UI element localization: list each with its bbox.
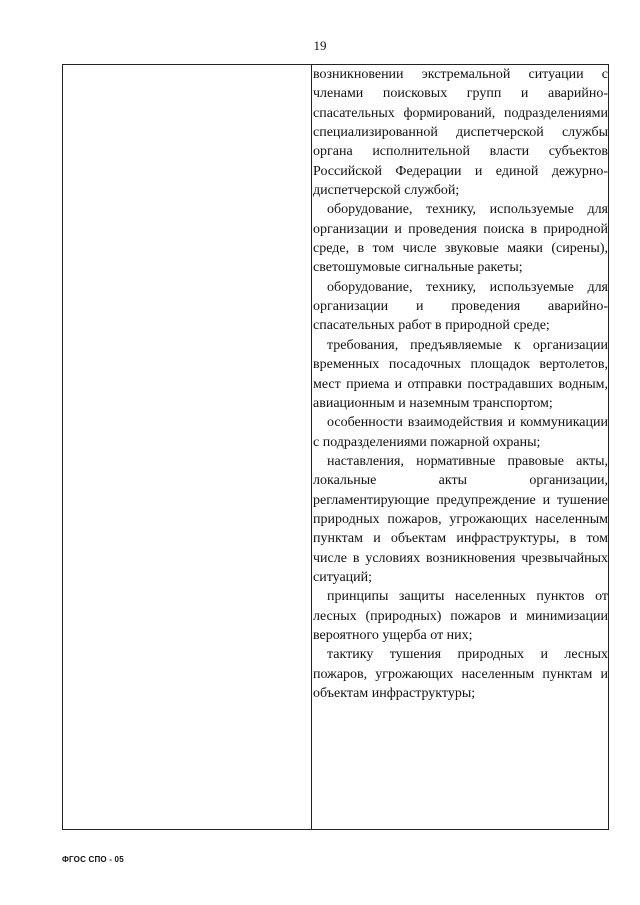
page-number: 19 — [313, 38, 327, 53]
content-table — [62, 64, 609, 830]
paragraph-4: требования, предъявляемые к организации временных посадочных площадок вертолетов, мест приема и отправки пострадавших водным, авиационным и наземным транспортом; — [313, 337, 608, 411]
paragraph-3: оборудование, технику, используемые для организации и проведения аварийно-спасательных работ в природной среде; — [313, 279, 608, 334]
paragraph-8: тактику тушения природных и лесных пожаров, угрожающих населенным пунктам и объектам инфраструктуры; — [313, 647, 608, 701]
footer-code: ФГОС СПО - 05 — [62, 855, 124, 864]
right-cell — [313, 65, 608, 703]
paragraph-6: наставления, нормативные правовые акты, локальные акты организации, регламентирующие предупреждение и тушение природных пожаров, угрожающих населенным пунктам и объектам инфраструктуры, в том числе в условиях возникновения чрезвычайных ситуаций; — [313, 453, 608, 585]
paragraph-7: принципы защиты населенных пунктов от лесных (природных) пожаров и минимизации вероятного ущерба от них; — [313, 589, 608, 643]
paragraph-2: оборудование, технику, используемые для организации и проведения поиска в природной среде, в том числе звуковые маяки (сирены), светошумовые сигнальные ракеты; — [313, 202, 608, 276]
paragraph-1: возникновении экстремальной ситуации с членами поисковых групп и аварийно-спасательных формирований, подразделениями специализированной диспетчерской службы органа исполнительной власти субъектов Российской Федерации и единой дежурно-диспетчерской службой; — [313, 67, 608, 199]
column-divider — [311, 65, 312, 829]
paragraph-5: особенности взаимодействия и коммуникации с подразделениями пожарной охраны; — [313, 415, 608, 450]
